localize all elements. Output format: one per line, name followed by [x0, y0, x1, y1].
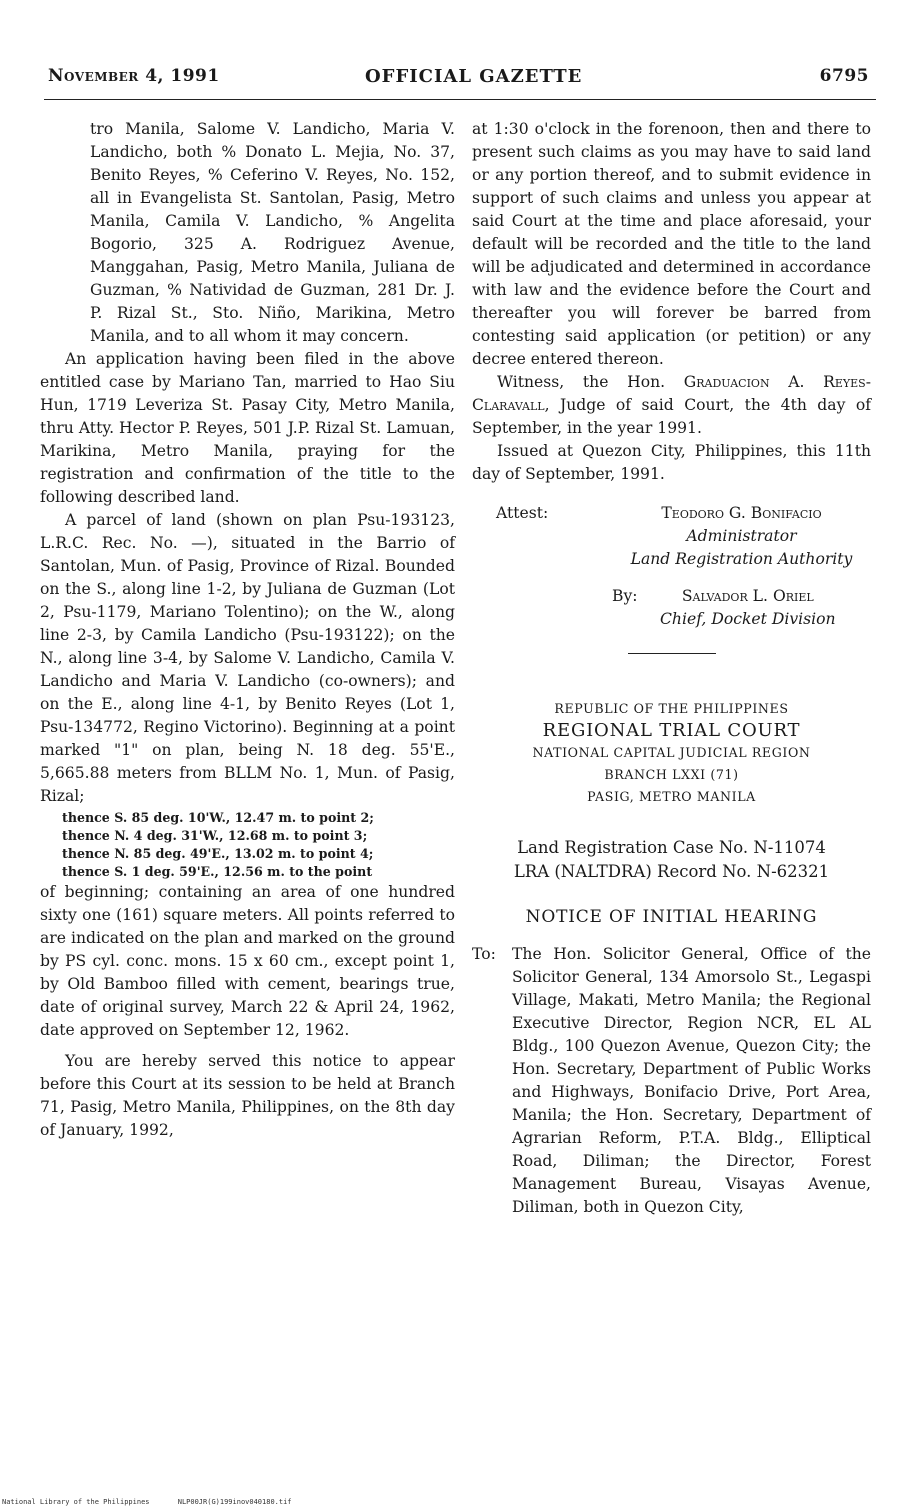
application-paragraph: An application having been filed in the above entitled case by Mariano Tan, married to Hao Siu Hun, 1719 Leveriza St. Pasay City, Metro Manila, thru Atty. Hector P. Reyes, 501 J.P. Rizal St. Lamuan, Marikina, Metro Manila, praying for the registration and confirmation of the title to the following described land. [40, 350, 455, 506]
witness-prefix: Witness, the Hon. [497, 373, 666, 391]
footer-file: NLP00JR(G)199inov040180.tif [177, 1498, 292, 1506]
left-column [40, 118, 455, 1142]
by-label: By: [612, 587, 638, 605]
beginning-paragraph: of beginning; containing an area of one hundred sixty one (161) square meters. All points referred to are indicated on the plan and marked on the ground by PS cyl. conc. mons. 15 x 60 cm., except point 1, by Old Bamboo filled with cement, bearings true, date of original survey, March 22 & April 24, 1962, date approved on September 12, 1962. [40, 883, 455, 1039]
by-block [472, 585, 871, 631]
witness-paragraph [472, 371, 871, 440]
by-signatory [660, 585, 836, 631]
case-number: Land Registration Case No. N-11074 [517, 838, 826, 857]
header-title: OFFICIAL GAZETTE [365, 66, 583, 87]
right-column [472, 118, 871, 1219]
header-rule [44, 99, 876, 100]
attest-block [472, 502, 871, 571]
page-number: 6795 [819, 66, 869, 86]
court-city: PASIG, METRO MANILA [587, 789, 756, 804]
bearing-line: thence N. 4 deg. 31'W., 12.68 m. to point 3; [62, 828, 368, 843]
bearings-list [40, 809, 455, 880]
issued-paragraph: Issued at Quezon City, Philippines, this 11th day of September, 1991. [472, 442, 871, 483]
bearing-line: thence S. 85 deg. 10'W., 12.47 m. to point 2; [62, 810, 374, 825]
record-number: LRA (NALTDRA) Record No. N-62321 [513, 862, 830, 881]
scan-footer [2, 1498, 316, 1506]
by-name: Salvador L. Oriel [681, 587, 814, 605]
court-heading [472, 698, 871, 808]
attest-label: Attest: [496, 504, 549, 522]
court-region: NATIONAL CAPITAL JUDICIAL REGION [532, 745, 811, 760]
to-label: To: [472, 945, 496, 963]
continue-paragraph: at 1:30 o'clock in the forenoon, then and there to present such claims as you may have to said land or any portion thereof, and to submit evidence in support of such claims and unless you appear at said Court at the time and place aforesaid, your default will be recorded and the title to the land will be adjudicated and determined in accordance with law and the evidence before the Court and thereafter you will forever be barred from contesting said application (or petition) or any decree entered thereon. [472, 120, 871, 368]
address-continuation: tro Manila, Salome V. Landicho, Maria V. Landicho, both % Donato L. Mejia, No. 37, Benito Reyes, % Ceferino V. Reyes, No. 152, all in Evangelista St. Santolan, Pasig, Metro Manila, Camila V. Landicho, % Angelita Bogorio, 325 A. Rodriguez Avenue, Manggahan, Pasig, Metro Manila, Juliana de Guzman, % Natividad de Guzman, 281 Dr. J. P. Rizal St., Sto. Niño, Marikina, Metro Manila, and to all whom it may concern. [90, 120, 455, 345]
notice-title: NOTICE OF INITIAL HEARING [525, 907, 818, 927]
addressees-text: The Hon. Solicitor General, Office of the Solicitor General, 134 Amorsolo St., Legaspi Village, Makati, Metro Manila; the Regional Executive Director, Region NCR, EL AL Bldg., 100 Quezon Avenue, Quezon City; the Hon. Secretary, Department of Public Works and Highways, Bonifacio Drive, Port Area, Manila; the Hon. Secretary, Department of Agrarian Reform, P.T.A. Bldg., Elliptical Road, Diliman; the Director, Forest Management Bureau, Visayas Avenue, Diliman, both in Quezon City, [512, 945, 871, 1216]
attest-office: Land Registration Authority [630, 550, 853, 568]
court-republic: REPUBLIC OF THE PHILIPPINES [554, 701, 789, 716]
case-numbers [472, 836, 871, 884]
witness-judge: Graduacion A. Reyes-Claravall [472, 373, 871, 414]
addressees-block [472, 943, 871, 1219]
parcel-paragraph: A parcel of land (shown on plan Psu-193123, L.R.C. Rec. No. —), situated in the Barrio of Santolan, Mun. of Pasig, Province of Rizal. Bounded on the S., along line 1-2, by Juliana de Guzman (Lot 2, Psu-1179, Mariano Tolentino); on the W., along line 2-3, by Camila Landicho (Psu-193122); on the N., along line 3-4, by Salome V. Landicho, Camila V. Landicho and Maria V. Landicho (co-owners); and on the E., along line 4-1, by Benito Reyes (Lot 1, Psu-134772, Regino Victorino). Beginning at a point marked "1" on plan, being N. 18 deg. 55'E., 5,665.88 meters from BLLM No. 1, Mun. of Pasig, Rizal; [40, 511, 455, 805]
bearing-line: thence N. 85 deg. 49'E., 13.02 m. to point 4; [62, 846, 374, 861]
served-paragraph: You are hereby served this notice to appear before this Court at its session to be held at Branch 71, Pasig, Metro Manila, Philippines, on the 8th day of January, 1992, [40, 1052, 455, 1139]
header-date: November 4, 1991 [48, 66, 220, 86]
by-title: Chief, Docket Division [660, 610, 836, 628]
footer-library: National Library of the Philippines [2, 1498, 150, 1506]
court-name: REGIONAL TRIAL COURT [542, 720, 801, 741]
section-divider [628, 653, 716, 654]
court-branch: BRANCH LXXI (71) [604, 767, 739, 782]
attest-name: Teodoro G. Bonifacio [661, 504, 822, 522]
bearing-line: thence S. 1 deg. 59'E., 12.56 m. to the point [62, 864, 373, 879]
attest-signatory [612, 502, 871, 571]
attest-title: Administrator [686, 527, 797, 545]
witness-suffix: , Judge of said Court, the 4th day of September, in the year 1991. [472, 396, 871, 437]
